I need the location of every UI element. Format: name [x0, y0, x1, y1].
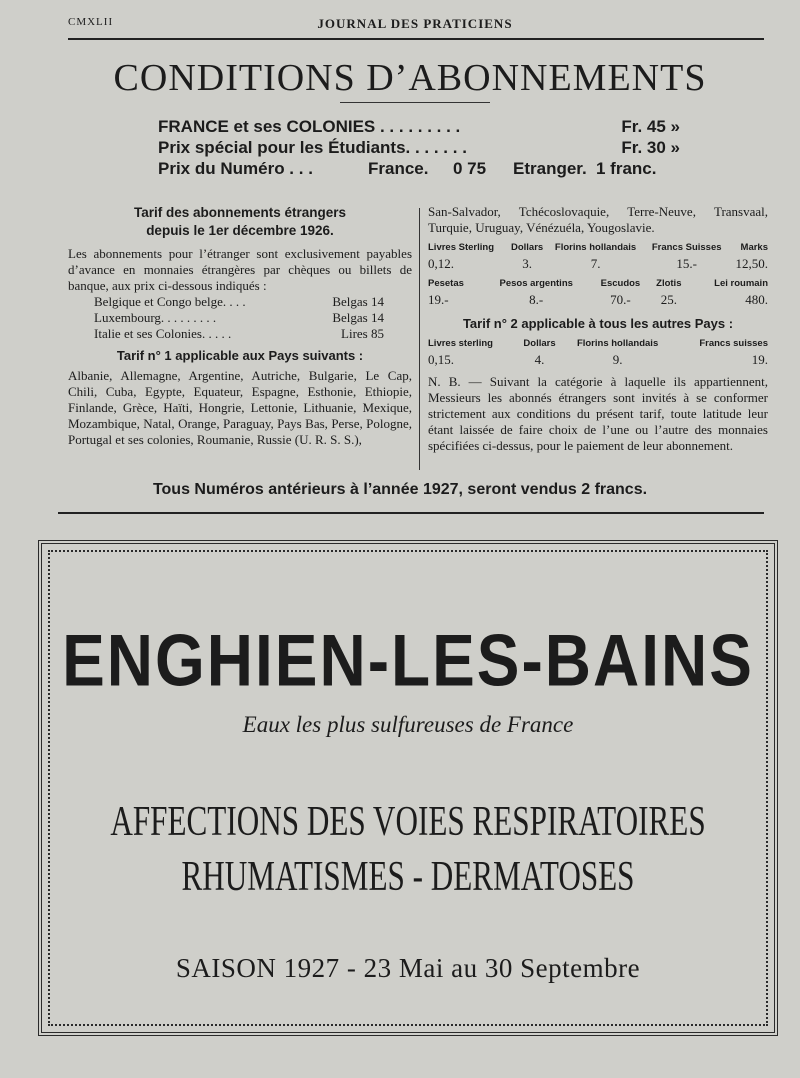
currency-table-2 [428, 276, 768, 308]
country-row [94, 310, 384, 326]
table-header: Pesetas [428, 278, 464, 289]
ad-title: ENGHIEN-LES-BAINS [62, 618, 754, 702]
price-value: Fr. 30 » [621, 138, 680, 157]
table-cell: 9. [612, 352, 623, 367]
country-name: Italie et ses Colonies. . . . . [94, 326, 232, 341]
ad-indication-1: AFFECTIONS DES VOIES RESPIRATOIRES [110, 798, 706, 846]
table-cell: 3. [522, 256, 532, 271]
tariff-2-heading: Tarif n° 2 applicable à tous les autres Pays : [462, 316, 734, 331]
issue-foreign-label: Etranger. [513, 159, 587, 178]
currency-table-3 [428, 336, 768, 368]
tariff-1-heading: Tarif n° 1 applicable aux Pays suivants : [116, 348, 364, 363]
price-row-issue [158, 159, 698, 180]
table-header: Marks [740, 242, 768, 253]
table-header: Escudos [600, 278, 641, 289]
back-issues-note: Tous Numéros antérieurs à l’année 1927, seront vendus 2 francs. [152, 481, 648, 498]
issue-france-label: France. [368, 159, 429, 178]
table-cell: 19.- [428, 292, 449, 307]
nota-bene: N. B. — Suivant la catégorie à laquelle ils appartiennent, Messieurs les abonnés étrangers sont invités à se conformer strictement aux conditions du présent tarif, toute latitude leur étant laissée de faire choix de l’une ou l’autre des monnaies spécifiées ci-dessus, pour le paiement de leur abonnement. [428, 374, 768, 453]
header-rule [68, 38, 764, 40]
ad-season: SAISON 1927 - 23 Mai au 30 Septembre [175, 953, 641, 983]
table-header: Florins hollandais [554, 242, 637, 253]
table-cell: 8.- [529, 292, 544, 307]
table-header: Livres sterling [428, 338, 493, 349]
price-value: Fr. 45 » [621, 117, 680, 136]
price-label: Prix spécial pour les Étudiants. . . . . . . [158, 138, 467, 157]
country-price: Lires 85 [341, 326, 384, 341]
table-cell: 4. [534, 352, 545, 367]
table-cell: 0,12. [428, 256, 454, 271]
price-label: FRANCE et ses COLONIES . . . . . . . . . [158, 117, 461, 136]
tariff-1-countries-continued: San-Salvador, Tchécoslovaquie, Terre-Neuve, Transvaal, Turquie, Uruguay, Vénézuéla, Yougoslavie. [428, 204, 768, 235]
table-cell: 70.- [610, 292, 631, 307]
country-row [94, 294, 384, 310]
currency-table-1 [428, 240, 768, 272]
country-price: Belgas 14 [332, 310, 384, 325]
country-row [94, 326, 384, 342]
left-column [68, 204, 412, 448]
price-row-students [158, 138, 698, 159]
table-header: Zlotis [656, 278, 682, 289]
conditions-title: CONDITIONS D’ABONNEMENTS [113, 57, 707, 99]
table-header: Florins hollandais [576, 338, 659, 349]
column-divider [419, 208, 420, 470]
table-cell: 19. [751, 352, 768, 367]
country-name: Luxembourg. . . . . . . . . [94, 310, 217, 325]
table-cell: 25. [660, 292, 677, 307]
table-header: Dollars [523, 338, 556, 349]
table-cell: 0,15. [428, 352, 454, 367]
section-rule [58, 512, 764, 514]
country-price: Belgas 14 [332, 294, 384, 309]
issue-label: Prix du Numéro . . . [158, 159, 313, 178]
journal-title: JOURNAL DES PRATICIENS [317, 16, 513, 31]
right-column [428, 204, 768, 454]
running-head [68, 16, 762, 34]
enghien-advertisement [38, 540, 778, 1036]
tariff-1-countries: Albanie, Allemagne, Argentine, Autriche, Bulgarie, Le Cap, Chili, Cuba, Egypte, Equateur, Espagne, Esthonie, Ethiopie, Finlande, Grèce, Haïti, Hongrie, Lettonie, Lithuanie, Mexique, Mozambique, Natal, Orange, Paraguay, Pays Bas, Perse, Pologne, Portugal et ses colonies, Roumanie, Russie (U. R. S. S.), [68, 368, 412, 447]
title-underline [340, 102, 490, 103]
ad-subtitle: Eaux les plus sulfureuses de France [242, 712, 574, 737]
table-header: Dollars [510, 242, 544, 253]
page-number: CMXLII [68, 16, 114, 28]
foreign-intro: Les abonnements pour l’étranger sont exclusivement payables d’avance en monnaies étrangères par chèques ou billets de banque, aux prix ci-dessous indiqués : [68, 246, 412, 293]
table-header: Lei roumain [714, 278, 768, 289]
price-list [158, 117, 698, 180]
table-header: Livres Sterling [428, 242, 494, 253]
table-cell: 12,50. [735, 256, 768, 271]
foreign-tariff-heading: Tarif des abonnements étrangers [133, 205, 347, 220]
ad-indication-2: RHUMATISMES - DERMATOSES [181, 853, 635, 901]
table-cell: 480. [745, 292, 768, 307]
table-cell: 15.- [676, 256, 697, 271]
table-header: Pesos argentins [499, 278, 573, 289]
country-name: Belgique et Congo belge. . . . [94, 294, 246, 309]
table-header: Francs Suisses [651, 242, 722, 253]
price-row-france [158, 117, 698, 138]
foreign-tariff-date: depuis le 1er décembre 1926. [146, 223, 334, 238]
issue-france-price: 0 75 [453, 159, 487, 178]
issue-foreign-price: 1 franc. [596, 159, 657, 178]
table-header: Francs suisses [699, 338, 768, 349]
table-cell: 7. [590, 256, 601, 271]
